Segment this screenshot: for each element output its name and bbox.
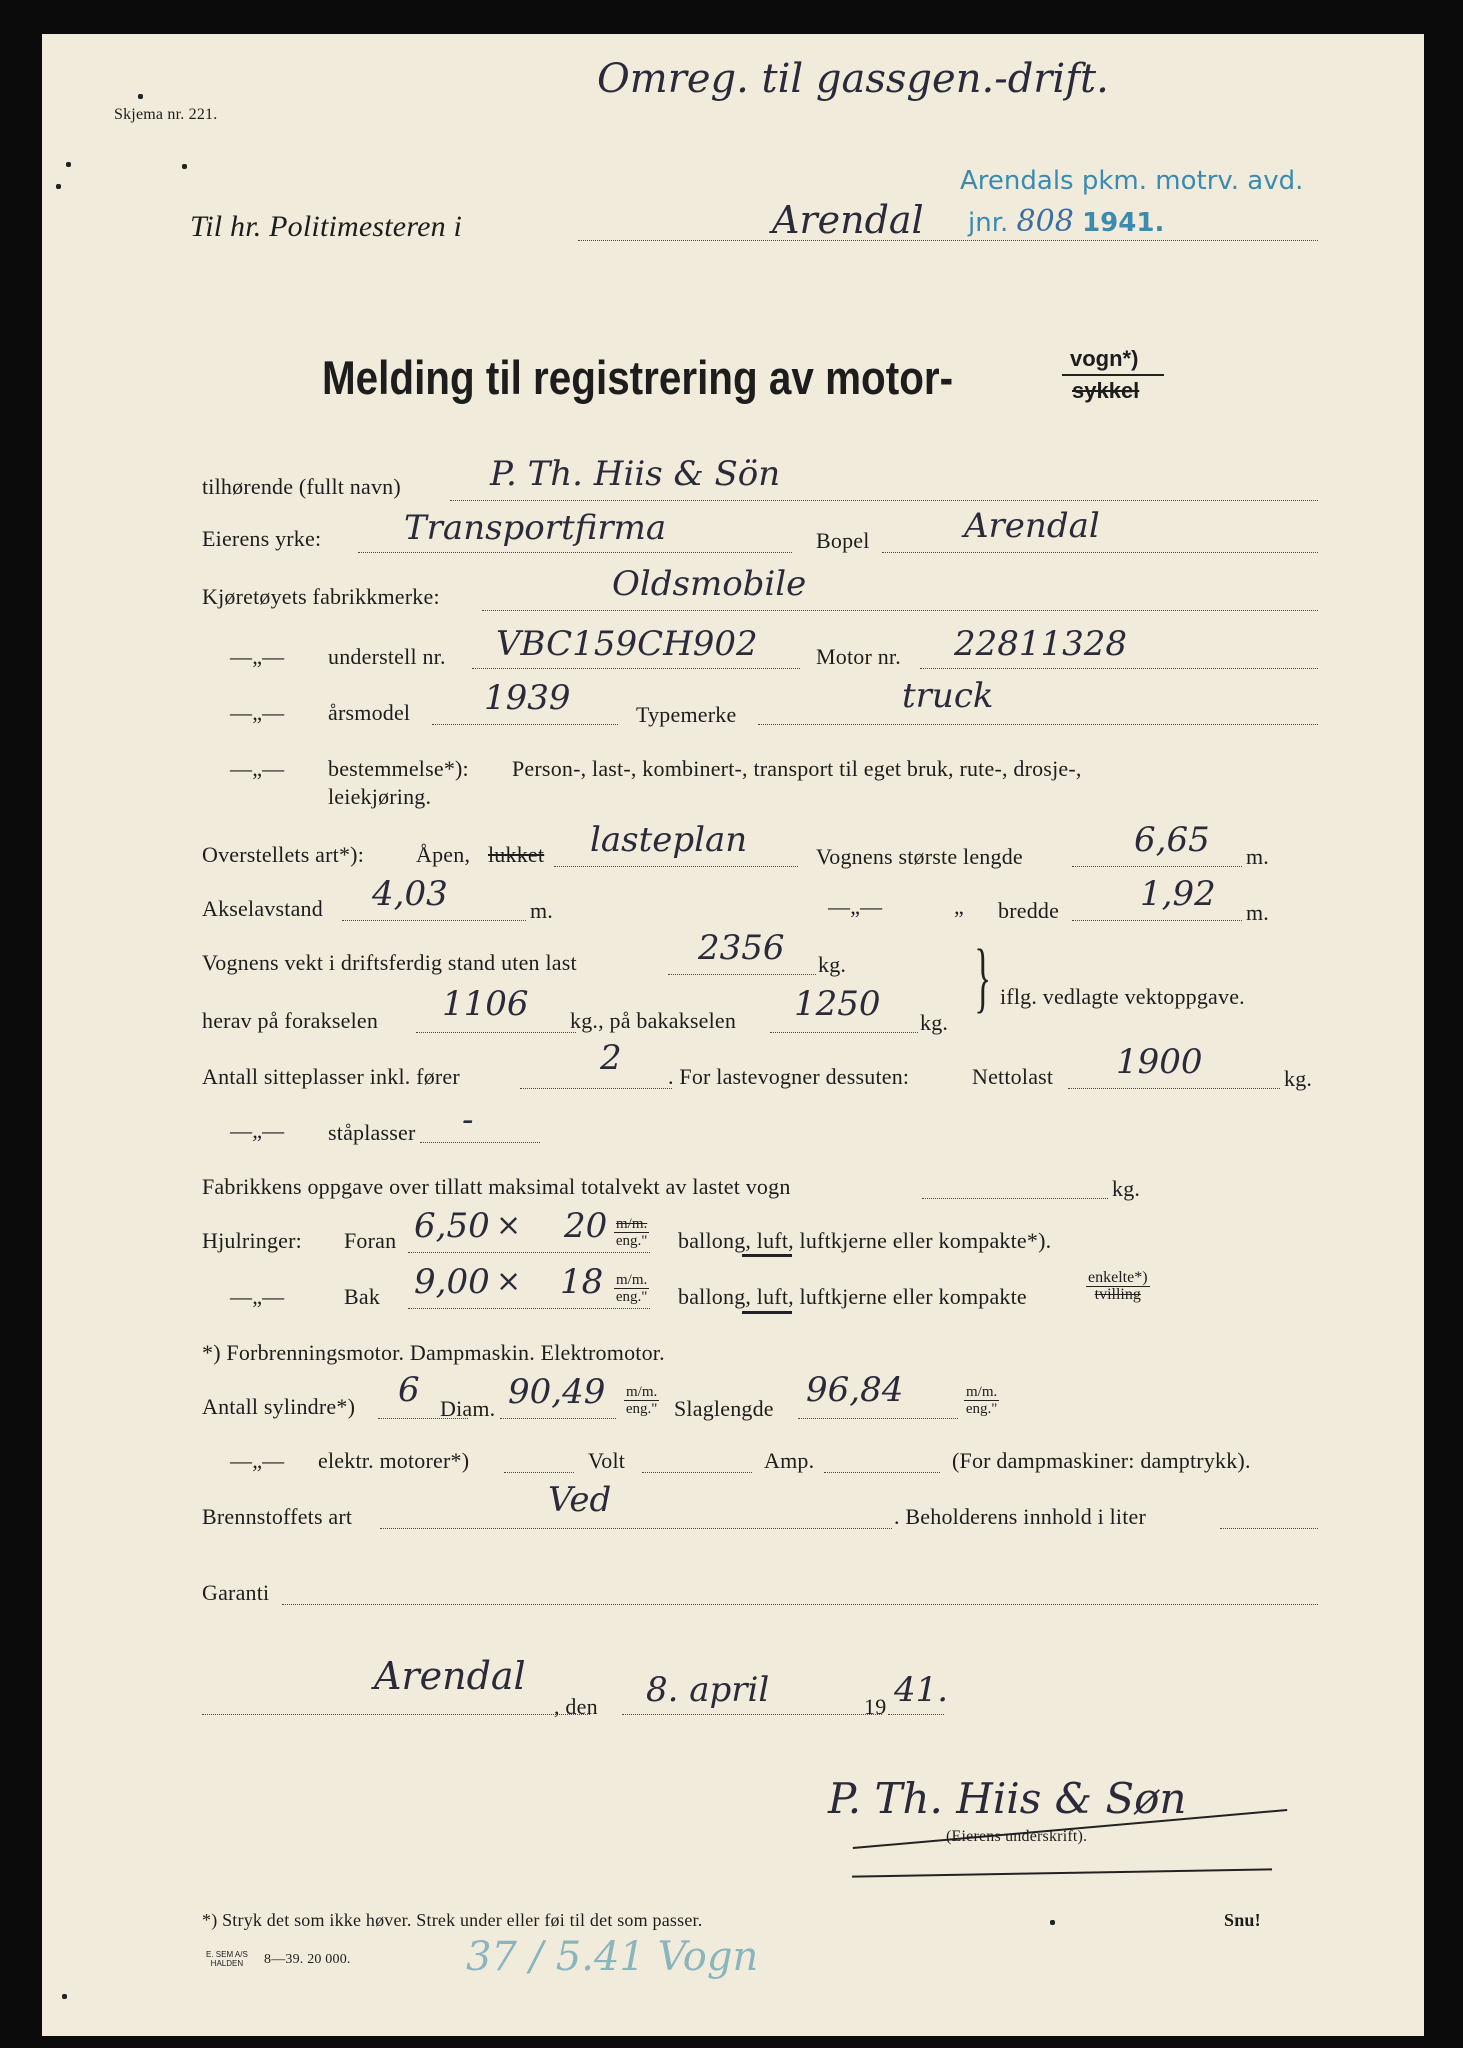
cylinders-label: Antall sylindre*) — [202, 1394, 356, 1419]
purpose-options-2: leiekjøring. — [328, 784, 432, 809]
purpose-options: Person-, last-, kombinert-, transport til eget bruk, rute-, drosje-, — [512, 756, 1082, 781]
wheelbase-label: Akselavstand — [202, 896, 323, 921]
empty-weight-label: Vognens vekt i driftsferdig stand uten last — [202, 950, 577, 975]
length-label: Vognens største lengde — [816, 844, 1023, 869]
standing-label: ståplasser — [328, 1120, 416, 1145]
year-value: 41. — [894, 1670, 949, 1710]
bore-unit: m/m. eng." — [625, 1384, 658, 1417]
amp-label: Amp. — [764, 1448, 815, 1473]
stroke-value: 96,84 — [806, 1370, 904, 1410]
rear-axle-value: 1250 — [794, 984, 881, 1024]
footer-note: *) Stryk det som ikke høver. Strek under eller føi til det som passer. — [202, 1910, 703, 1930]
body-closed: lukket — [488, 842, 545, 867]
tyres-front-size-b: 20 — [564, 1206, 608, 1246]
tyres-front-label: Foran — [344, 1228, 397, 1253]
tyres-rear-mounting: enkelte*) tvilling — [1088, 1269, 1148, 1303]
owner-name-value: P. Th. Hiis & Sön — [490, 454, 781, 494]
handwritten-note-bottom: 37 / 5.41 Vogn — [466, 1934, 759, 1980]
type-value: truck — [902, 676, 994, 716]
width-unit: m. — [1246, 900, 1270, 925]
form-title: Melding til registrering av motor- — [322, 351, 954, 404]
date-value: 8. april — [646, 1670, 770, 1710]
body-value: lasteplan — [590, 820, 748, 860]
fuel-label: Brennstoffets art — [202, 1504, 353, 1529]
electric-label: elektr. motorer*) — [318, 1448, 470, 1473]
addressee-value: Arendal — [772, 198, 924, 242]
body-open: Åpen, — [416, 842, 471, 867]
stroke-unit: m/m. eng." — [965, 1384, 998, 1417]
empty-weight-value: 2356 — [698, 928, 785, 968]
steam-label: (For dampmaskiner: damptrykk). — [952, 1448, 1251, 1473]
place-value: Arendal — [374, 1654, 526, 1698]
owner-name-label: tilhørende (fullt navn) — [202, 474, 401, 499]
length-value: 6,65 — [1134, 820, 1210, 860]
form-page: Omreg. til gassgen.-drift. Skjema nr. 221. Til hr. Politimesteren i Arendal Arendals pkm. motrv. avd. jnr. 808 1941. Melding til registrering av motor- vogn*) sykkel tilhørende (fullt navn) P. Th. Hiis & Sön Eierens yrke: Transportfirma Bopel Arendal Kjøretøyets fabrikkmerke: Oldsmobile —„— understell nr. VBC159CH902 Motor nr. 22811328 —„— årsmodel 1939 Typemerke truck —„— bestemmelse*): Person-, last-, kombinert-, transport til eget bruk, rute-, drosje-, leiekjøring. Overstellets art*): Åpen, lukket lasteplan Vognens største lengde 6,65 m. Akselavstand 4,03 m. —„— „ bredde 1,92 m. Vognens vekt i driftsferdig stand uten last 2356 kg. herav på forakselen 1106 kg., på bakakselen 1250 kg. } iflg. vedlagte vektoppgave. Antall sitteplasser inkl. fører 2 . For lastevogner dessuten: Nettolast 1900 kg. —„— ståplasser - Fabrikkens oppgave over tillatt maksimal totalvekt av lastet vogn kg. Hjulringer: Foran 6,50 × 20 m/m. eng." ballong, luft, luftkjerne eller kompakte*). —„— Bak 9,00 × 18 m/m. eng." ballong, luft, luftkjerne eller kompakte enkelte*) tvilling *) Forbrenningsmotor. Dampmaskin. Elektromotor. Antall sylindre*) 6 Diam. 90,49 m/m. eng." Slaglengde 96,84 m/m. eng." —„— elektr. motorer*) Volt Amp. (For dampmaskiner: damptrykk). Brennstoffets art Ved . Beholderens innhold i liter Garanti Arendal , den 8. april 19 41. P. Th. Hiis & Søn (Eierens underskrift). *) Stryk det som ikke høver. Strek under eller føi til det som passer. Snu! E. SEM A/S HALDEN 8—39. 20 000. 37 / 5.41 Vogn — [42, 34, 1424, 2036]
turn-over: Snu! — [1224, 1910, 1261, 1930]
tyres-front-times: × — [496, 1208, 522, 1243]
engine-types: *) Forbrenningsmotor. Dampmaskin. Elektromotor. — [202, 1340, 665, 1365]
year-prefix: 19 — [864, 1694, 887, 1719]
max-weight-unit: kg. — [1112, 1176, 1141, 1201]
signature-caption: (Eierens underskrift). — [946, 1828, 1088, 1845]
width-label: bredde — [998, 898, 1060, 923]
make-label: Kjøretøyets fabrikkmerke: — [202, 584, 440, 609]
tyres-front-size-a: 6,50 — [414, 1206, 490, 1246]
occupation-value: Transportfirma — [404, 508, 667, 548]
tank-label: . Beholderens innhold i liter — [894, 1504, 1147, 1529]
width-quote: „ — [954, 894, 964, 919]
body-label: Overstellets art*): — [202, 842, 365, 867]
motor-value: 22811328 — [954, 624, 1128, 664]
truck-label: . For lastevogner dessuten: — [668, 1064, 910, 1089]
volt-label: Volt — [588, 1448, 626, 1473]
chassis-value: VBC159CH902 — [496, 624, 758, 664]
stamp-line-1: Arendals pkm. motrv. avd. — [960, 166, 1304, 196]
tyres-front-types: ballong, luft, luftkjerne eller kompakte*). — [678, 1228, 1052, 1253]
residence-label: Bopel — [816, 528, 870, 553]
cylinders-value: 6 — [398, 1370, 420, 1410]
wheelbase-unit: m. — [530, 898, 554, 923]
stamp-line-2: jnr. 808 1941. — [968, 204, 1165, 239]
ditto-6: —„— — [230, 1448, 285, 1473]
stroke-label: Slaglengde — [674, 1396, 774, 1421]
width-ditto: —„— — [828, 894, 883, 919]
tyres-rear-types: ballong, luft, luftkjerne eller kompakte — [678, 1284, 1027, 1309]
tyres-label: Hjulringer: — [202, 1228, 302, 1253]
tyres-rear-unit: m/m. eng." — [615, 1272, 648, 1305]
motor-label: Motor nr. — [816, 644, 901, 669]
tyres-rear-label: Bak — [344, 1284, 381, 1309]
length-unit: m. — [1246, 844, 1270, 869]
tyres-front-unit: m/m. eng." — [615, 1216, 648, 1249]
payload-unit: kg. — [1284, 1066, 1313, 1091]
ditto-3: —„— — [230, 756, 285, 781]
fuel-value: Ved — [548, 1480, 612, 1520]
tyres-rear-times: × — [496, 1264, 522, 1299]
printer-mark: E. SEM A/S HALDEN — [206, 1950, 248, 1968]
title-option-sykkel: sykkel — [1072, 378, 1140, 403]
type-label: Typemerke — [636, 702, 737, 727]
chassis-label: understell nr. — [328, 644, 446, 669]
width-value: 1,92 — [1140, 874, 1216, 914]
handwritten-note-top: Omreg. til gassgen.-drift. — [597, 56, 1109, 102]
ditto-4: —„— — [230, 1118, 285, 1143]
warranty-label: Garanti — [202, 1580, 270, 1605]
wheelbase-value: 4,03 — [372, 874, 448, 914]
seats-value: 2 — [600, 1038, 622, 1078]
date-den-label: , den — [554, 1694, 598, 1719]
standing-value: - — [462, 1100, 474, 1140]
tyres-rear-size-a: 9,00 — [414, 1262, 490, 1302]
model-year-label: årsmodel — [328, 700, 411, 725]
max-weight-label: Fabrikkens oppgave over tillatt maksimal totalvekt av lastet vogn — [202, 1174, 791, 1199]
front-axle-value: 1106 — [442, 984, 529, 1024]
bore-label: Diam. — [440, 1396, 496, 1421]
purpose-label: bestemmelse*): — [328, 756, 469, 781]
occupation-label: Eierens yrke: — [202, 526, 322, 551]
tyres-rear-size-b: 18 — [560, 1262, 604, 1302]
empty-weight-unit: kg. — [818, 952, 847, 977]
title-option-vogn: vogn*) — [1070, 346, 1139, 371]
front-axle-label: herav på forakselen — [202, 1008, 379, 1033]
payload-value: 1900 — [1116, 1042, 1203, 1082]
rear-axle-label: kg., på bakakselen — [570, 1008, 737, 1033]
weight-reference: iflg. vedlagte vektoppgave. — [1000, 984, 1245, 1009]
rear-axle-unit: kg. — [920, 1010, 949, 1035]
bore-value: 90,49 — [508, 1372, 606, 1412]
form-number: Skjema nr. 221. — [114, 106, 218, 123]
make-value: Oldsmobile — [612, 564, 807, 604]
ditto-5: —„— — [230, 1284, 285, 1309]
residence-value: Arendal — [964, 506, 1100, 546]
seats-label: Antall sitteplasser inkl. fører — [202, 1064, 460, 1089]
payload-label: Nettolast — [972, 1064, 1054, 1089]
owner-signature: P. Th. Hiis & Søn — [828, 1774, 1187, 1823]
ditto-1: —„— — [230, 644, 285, 669]
print-code: 8—39. 20 000. — [264, 1952, 351, 1967]
addressee-label: Til hr. Politimesteren i — [190, 210, 463, 243]
model-year-value: 1939 — [484, 678, 571, 718]
ditto-2: —„— — [230, 700, 285, 725]
